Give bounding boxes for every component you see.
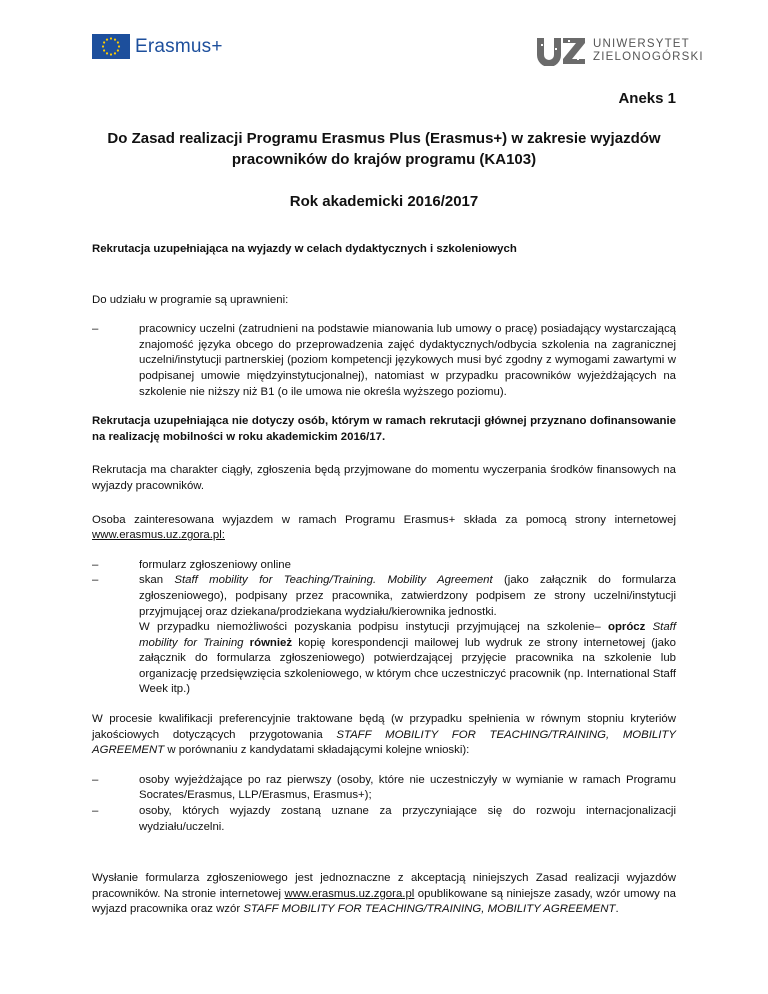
university-name-line2: ZIELONOGÓRSKI: [593, 51, 704, 63]
item-emphasis: Staff mobility for Teaching/Training. Mobility Agreement: [174, 574, 493, 587]
erasmus-website-link[interactable]: www.erasmus.uz.zgora.pl:: [92, 529, 225, 542]
list-item: [92, 573, 676, 698]
list-item: – formularz zgłoszeniowy online: [92, 558, 676, 574]
paragraph-text: Wysłanie formularza zgłoszeniowego jest jednoznaczne z akceptacją niniejszych Zasad realizacji wyjazdów pracowników. Na stronie internetowej: [92, 872, 676, 900]
erasmus-logo-text: Erasmus+: [135, 35, 223, 57]
section-subheading: Rekrutacja uzupełniająca na wyjazdy w celach dydaktycznych i szkoleniowych: [92, 243, 517, 255]
university-logo: [535, 36, 704, 66]
eu-flag-icon: [92, 34, 130, 59]
list-item: – pracownicy uczelni (zatrudnieni na podstawie mianowania lub umowy o pracę) posiadający wystarczającą znajomość języka obcego do przeprowadzenia zajęć dydaktycznych/odbycia szkolenia na zagranicznej uczelni/instytucji partnerskiej (poziom kompetencji językowych musi być zgodny z wymogami zawartymi w podpisanej umowie międzyinstytucjonalnej), natomiast w przypadku pracowników wyjeżdżających na szkolenie nie niższy niż B1 (o ile umowa nie określa wyższego poziomu).: [92, 322, 676, 400]
preferred-list: [92, 773, 676, 835]
annex-label: Aneks 1: [618, 90, 676, 107]
paragraph-text: opublikowane są niniejsze zasady, wzór umowy na wyjazd pracownika oraz wzór: [92, 887, 676, 916]
university-name-line1: UNIWERSYTET: [593, 38, 690, 50]
submission-list: [92, 558, 676, 698]
item-text: W przypadku niemożliwości pozyskania podpisu instytucji przyjmującej na szkolenie–: [139, 621, 608, 634]
paragraph-emphasis: STAFF MOBILITY FOR TEACHING/TRAINING, MOBILITY AGREEMENT: [92, 728, 676, 757]
final-paragraph: [92, 871, 676, 918]
university-mark-icon: [535, 36, 587, 66]
eligibility-list: [92, 322, 676, 400]
submission-intro: [92, 513, 676, 544]
document-title: Do Zasad realizacji Programu Erasmus Plus (Erasmus+) w zakresie wyjazdów pracowników do krajów programu (KA103): [107, 130, 661, 168]
item-text: skan: [139, 574, 175, 587]
document-body: [92, 242, 676, 918]
list-item: – osoby wyjeżdżające po raz pierwszy (osoby, które nie uczestniczyły w wymianie w ramach Programu Socrates/Erasmus, LLP/Erasmus, Erasmus+);: [92, 773, 676, 804]
continuous-paragraph: Rekrutacja ma charakter ciągły, zgłoszenia będą przyjmowane do momentu wyczerpania środków finansowych na wyjazdy pracowników.: [92, 464, 676, 492]
paragraph-text: w porównaniu z kandydatami składającymi kolejne wnioski):: [164, 744, 470, 757]
academic-year: Rok akademicki 2016/2017: [289, 193, 479, 210]
erasmus-plus-logo: [92, 34, 223, 59]
qualification-paragraph: [92, 712, 676, 759]
item-text: (jako załącznik do formularza zgłoszeniowego), podpisany przez pracownika, zatwierdzony podpisem ze strony uczelni/instytucji przyjmującej oraz dziekana/prodziekana wydziału/kierownika jednostki.: [139, 574, 676, 618]
list-item: – osoby, których wyjazdy zostaną uznane za przyczyniające się do rozwoju internacjonalizacji wydziału/uczelni.: [92, 804, 676, 835]
item-emphasis: Staff mobility for Training: [139, 621, 676, 649]
item-space: [645, 621, 652, 633]
notice-paragraph: Rekrutacja uzupełniająca nie dotyczy osób, którym w ramach rekrutacji głównej przyznano dofinansowanie na realizację mobilności w roku akademickim 2016/17.: [92, 415, 676, 443]
item-subparagraph: [139, 620, 676, 698]
item-bold: oprócz: [607, 621, 646, 634]
university-name: [593, 38, 704, 64]
eligibility-intro: Do udziału w programie są uprawnieni:: [92, 293, 289, 306]
item-bold: również: [249, 636, 293, 649]
submission-intro-text: Osoba zainteresowana wyjazdem w ramach Programu Erasmus+ składa za pomocą strony internetowej: [92, 513, 676, 526]
paragraph-text: .: [615, 903, 619, 916]
paragraph-text: W procesie kwalifikacji preferencyjnie traktowane będą (w przypadku spełnienia w równym stopniu kryteriów jakościowych dotyczących przygotowania: [92, 713, 676, 741]
erasmus-website-link[interactable]: www.erasmus.uz.zgora.pl: [284, 887, 415, 900]
item-text: kopię korespondencji mailowej lub wydruk ze strony internetowej (jako załącznik do formularza zgłoszeniowego) potwierdzającej przyjęcie pracownika na szkolenie lub organizację przedsięwzięcia szkoleniowego, w którym chce uczestniczyć pracownik (np. International Staff Week itp.): [139, 636, 676, 696]
paragraph-emphasis: STAFF MOBILITY FOR TEACHING/TRAINING, MOBILITY AGREEMENT: [243, 903, 616, 916]
